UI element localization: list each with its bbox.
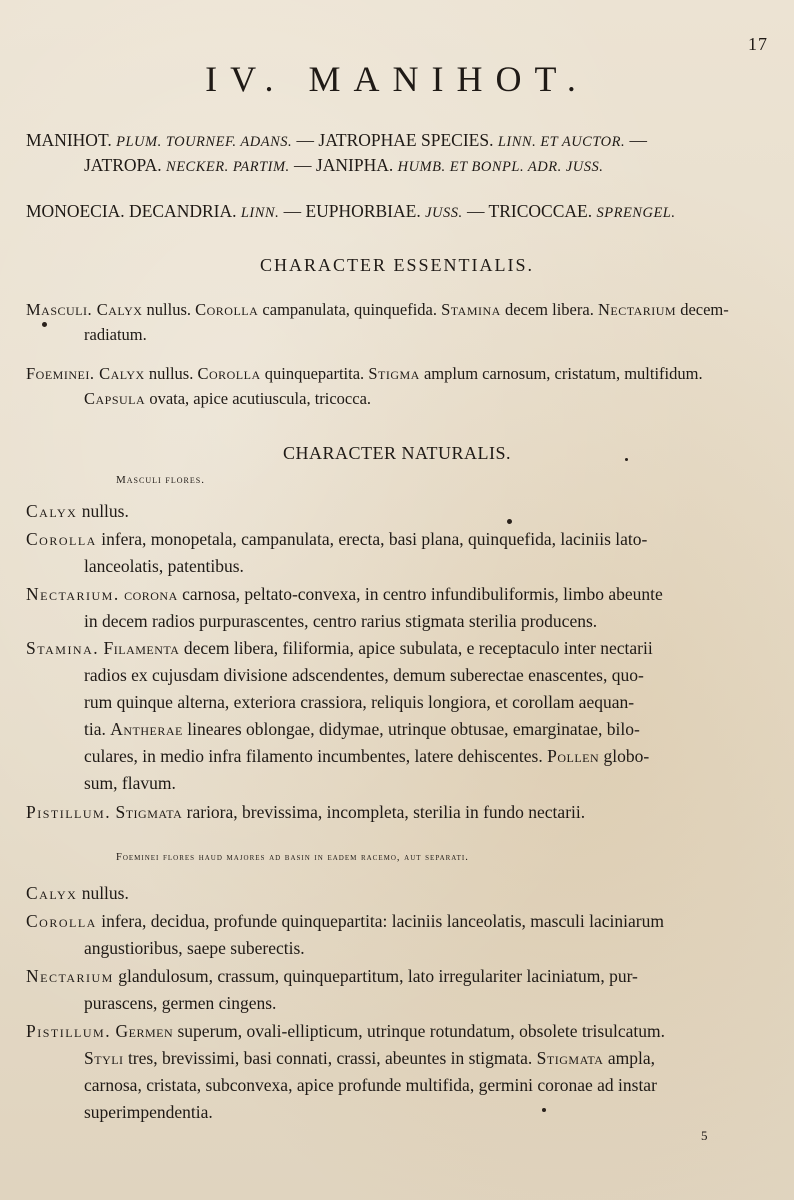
masculi-entry-term: Pollen	[547, 746, 600, 766]
masculi-entry-term: corona	[124, 584, 178, 604]
essentialis-masculi-label: Masculi.	[26, 300, 97, 319]
masculi-entry-term: Stamina.	[26, 638, 100, 658]
essentialis-masculi-text: nullus.	[142, 300, 196, 319]
essentialis-foeminei-term: Capsula	[84, 389, 146, 408]
foeminei-entry-text: superum, ovali-ellipticum, utrinque rotundatum, obsolete trisulcatum.	[173, 1021, 665, 1041]
masculi-flores-label: Masculi flores.	[116, 474, 205, 486]
masculi-entry-text: carnosa, peltato-convexa, in centro infundibuliformis, limbo abeunte	[177, 584, 663, 604]
masculi-entry-term: Calyx	[26, 501, 78, 521]
classification-segment: LINN.	[240, 205, 280, 221]
ink-speck	[42, 322, 47, 327]
masculi-entry	[26, 635, 774, 797]
foeminei-entry-first-line	[26, 883, 129, 903]
masculi-entry-term: Stigmata	[115, 802, 183, 822]
essentialis-masculi-term: Nectarium	[597, 300, 677, 319]
masculi-entry-text: infera, monopetala, campanulata, erecta, basi plana, quinquefida, laciniis lato-	[96, 529, 648, 549]
classification-segment: — TRICOCCAE.	[462, 201, 597, 221]
essentialis-masculi-term: Stamina	[441, 300, 501, 319]
synonymy-segment: NECKER. PARTIM.	[166, 159, 290, 175]
masculi-entry-text: radios ex cujusdam divisione adscendentes, demum suberectae enascentes, quo-	[84, 665, 644, 685]
essentialis-masculi-term: Corolla	[195, 300, 259, 319]
classification-line	[26, 199, 776, 226]
foeminei-entry-continuation	[26, 1045, 774, 1072]
character-naturalis-heading: CHARACTER NATURALIS.	[282, 443, 511, 463]
masculi-entry-text: globo-	[599, 746, 650, 766]
masculi-entry-continuation	[26, 689, 774, 716]
synonymy-line-1	[26, 128, 776, 155]
foeminei-flores-label: Foeminei flores haud majores ad basin in eadem racemo, aut separati.	[116, 852, 469, 863]
signature-mark: 5	[701, 1128, 708, 1143]
masculi-entry-text: decem libera, filiformia, apice subulata, e receptaculo inter nectarii	[179, 638, 653, 658]
essentialis-masculi-text: campanulata, quinquefida.	[258, 300, 442, 319]
foeminei-entry-text: carnosa, cristata, subconvexa, apice profunde multifida, germini coronae ad instar	[84, 1075, 657, 1095]
synonymy-segment: JATROPA.	[84, 155, 167, 175]
classification-segment: MONOECIA. DECANDRIA.	[26, 201, 241, 221]
essentialis-foeminei-term: Calyx	[99, 364, 145, 383]
essentialis-masculi-continuation: radiatum.	[84, 325, 147, 344]
foeminei-entry-term: Stigmata	[536, 1048, 604, 1068]
essentialis-foeminei-text: nullus.	[144, 364, 198, 383]
essentialis-foeminei-term: Stigma	[368, 364, 420, 383]
masculi-entry-first-line	[26, 802, 585, 822]
foeminei-entry-term: Pistillum.	[26, 1021, 112, 1041]
ink-speck	[507, 519, 512, 524]
ink-speck	[542, 1108, 546, 1112]
foeminei-entry	[26, 963, 774, 1017]
essentialis-foeminei-text: quinquepartita.	[260, 364, 369, 383]
foeminei-entry-term: Styli	[84, 1048, 124, 1068]
foeminei-entry-first-line	[26, 966, 638, 986]
foeminei-entry	[26, 880, 774, 907]
foeminei-entry-text: tres, brevissimi, basi connati, crassi, abeuntes in stigmata.	[123, 1048, 537, 1068]
masculi-entry-term: Pistillum.	[26, 802, 112, 822]
masculi-entry-continuation	[26, 662, 774, 689]
synonymy-segment: — JANIPHA.	[289, 155, 398, 175]
classification-segment: — EUPHORBIAE.	[279, 201, 426, 221]
foeminei-entry-term: Corolla	[26, 911, 97, 931]
masculi-entry-term: Antherae	[110, 719, 183, 739]
essentialis-masculi-text: decem-	[676, 300, 729, 319]
masculi-entry-text: in decem radios purpurascentes, centro rarius stigmata sterilia producens.	[84, 611, 598, 631]
foeminei-entry-continuation	[26, 1072, 774, 1099]
foeminei-entry	[26, 908, 774, 962]
classification-segment: JUSS.	[425, 205, 463, 221]
character-essentialis-heading: CHARACTER ESSENTIALIS.	[259, 255, 534, 275]
masculi-entry-text: culares, in medio infra filamento incumbentes, latere dehiscentes.	[84, 746, 548, 766]
foeminei-entry-text: angustioribus, saepe suberectis.	[84, 938, 305, 958]
masculi-entry-text: rariora, brevissima, incompleta, sterilia in fundo nectarii.	[182, 802, 586, 822]
masculi-entry	[26, 799, 774, 826]
synonymy-segment: —	[625, 130, 647, 150]
masculi-entry-text: nullus.	[77, 501, 129, 521]
foeminei-entry-first-line	[26, 1021, 665, 1041]
masculi-entry-first-line	[26, 529, 647, 549]
masculi-entry-term: Nectarium.	[26, 584, 120, 604]
masculi-entry-continuation	[26, 743, 774, 770]
foeminei-entry-term: Nectarium	[26, 966, 114, 986]
synonymy-segment: HUMB. ET BONPL. ADR. JUSS.	[397, 159, 604, 175]
masculi-entry	[26, 526, 774, 580]
essentialis-foeminei-text: amplum carnosum, cristatum, multifidum.	[419, 364, 703, 383]
essentialis-foeminei-label: Foeminei.	[26, 364, 100, 383]
foeminei-entry-text: purascens, germen cingens.	[84, 993, 277, 1013]
masculi-entry	[26, 498, 774, 525]
masculi-entry-text: lanceolatis, patentibus.	[84, 556, 244, 576]
masculi-entry-first-line	[26, 584, 663, 604]
foeminei-entry-term: Germen	[115, 1021, 174, 1041]
masculi-entry-continuation	[26, 608, 774, 635]
foeminei-entry-text: nullus.	[77, 883, 129, 903]
foeminei-entry-continuation	[26, 935, 774, 962]
essentialis-masculi-term: Calyx	[96, 300, 143, 319]
foeminei-entry-continuation	[26, 1099, 774, 1126]
essentialis-masculi-text: decem libera.	[500, 300, 598, 319]
masculi-entry-first-line	[26, 501, 129, 521]
genus-title: IV. MANIHOT.	[205, 59, 589, 99]
page-number: 17	[748, 34, 768, 54]
masculi-entry-term: Corolla	[26, 529, 97, 549]
masculi-entry-text: tia.	[84, 719, 111, 739]
synonymy-segment: LINN. ET AUCTOR.	[497, 134, 626, 150]
synonymy-line-2	[84, 153, 784, 180]
synonymy-segment: MANIHOT.	[26, 130, 117, 150]
synonymy-segment: — JATROPHAE SPECIES.	[292, 130, 498, 150]
masculi-entry-continuation	[26, 553, 774, 580]
essentialis-foeminei-term: Corolla	[197, 364, 261, 383]
masculi-entry-text: lineares oblongae, didymae, utrinque obtusae, emarginatae, bilo-	[182, 719, 640, 739]
foeminei-entry-text: infera, decidua, profunde quinquepartita: laciniis lanceolatis, masculi laciniarum	[96, 911, 664, 931]
essentialis-foeminei	[26, 361, 772, 411]
ink-speck	[625, 458, 628, 461]
foeminei-entry-text: superimpendentia.	[84, 1102, 213, 1122]
foeminei-entry-text: ampla,	[603, 1048, 655, 1068]
classification-segment: SPRENGEL.	[596, 205, 676, 221]
foeminei-entry-text: glandulosum, crassum, quinquepartitum, lato irregulariter laciniatum, pur-	[113, 966, 638, 986]
essentialis-foeminei-text: ovata, apice acutiuscula, tricocca.	[145, 389, 372, 408]
foeminei-entry-first-line	[26, 911, 664, 931]
masculi-entry-term: Filamenta	[103, 638, 180, 658]
masculi-entry-first-line	[26, 638, 653, 658]
foeminei-entry-term: Calyx	[26, 883, 78, 903]
essentialis-masculi	[26, 297, 772, 347]
foeminei-entry	[26, 1018, 774, 1126]
synonymy-segment: PLUM. TOURNEF. ADANS.	[116, 134, 293, 150]
masculi-entry-continuation	[26, 770, 774, 797]
masculi-entry-continuation	[26, 716, 774, 743]
masculi-entry-text: sum, flavum.	[84, 773, 176, 793]
masculi-entry	[26, 581, 774, 635]
foeminei-entry-continuation	[26, 990, 774, 1017]
masculi-entry-text: rum quinque alterna, exteriora crassiora, reliquis longiora, et corollam aequan-	[84, 692, 635, 712]
